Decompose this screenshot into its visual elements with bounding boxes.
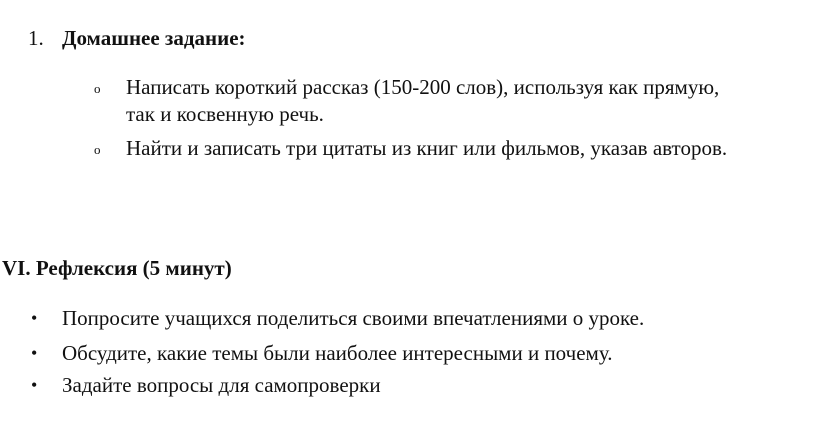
homework-item-2: Найти и записать три цитаты из книг или фильмов, указав авторов. [126,136,728,160]
circle-bullet-icon: o [94,142,101,157]
reflection-item-3: Задайте вопросы для самопроверки [62,373,381,397]
reflection-item-2: Обсудите, какие темы были наиболее интересными и почему. [62,341,613,365]
bullet-icon: • [31,308,38,328]
homework-item-1-line-2: так и косвенную речь. [126,102,324,126]
homework-item-1-line-1: Написать короткий рассказ (150-200 слов), используя как прямую, [126,75,720,99]
bullet-icon: • [31,343,38,363]
reflection-item-1: Попросите учащихся поделиться своими впечатлениями о уроке. [62,306,645,330]
homework-heading: Домашнее задание: [62,26,246,50]
list-number: 1. [28,26,44,50]
reflection-heading: VI. Рефлексия (5 минут) [2,256,232,280]
circle-bullet-icon: o [94,81,101,96]
bullet-icon: • [31,375,38,395]
